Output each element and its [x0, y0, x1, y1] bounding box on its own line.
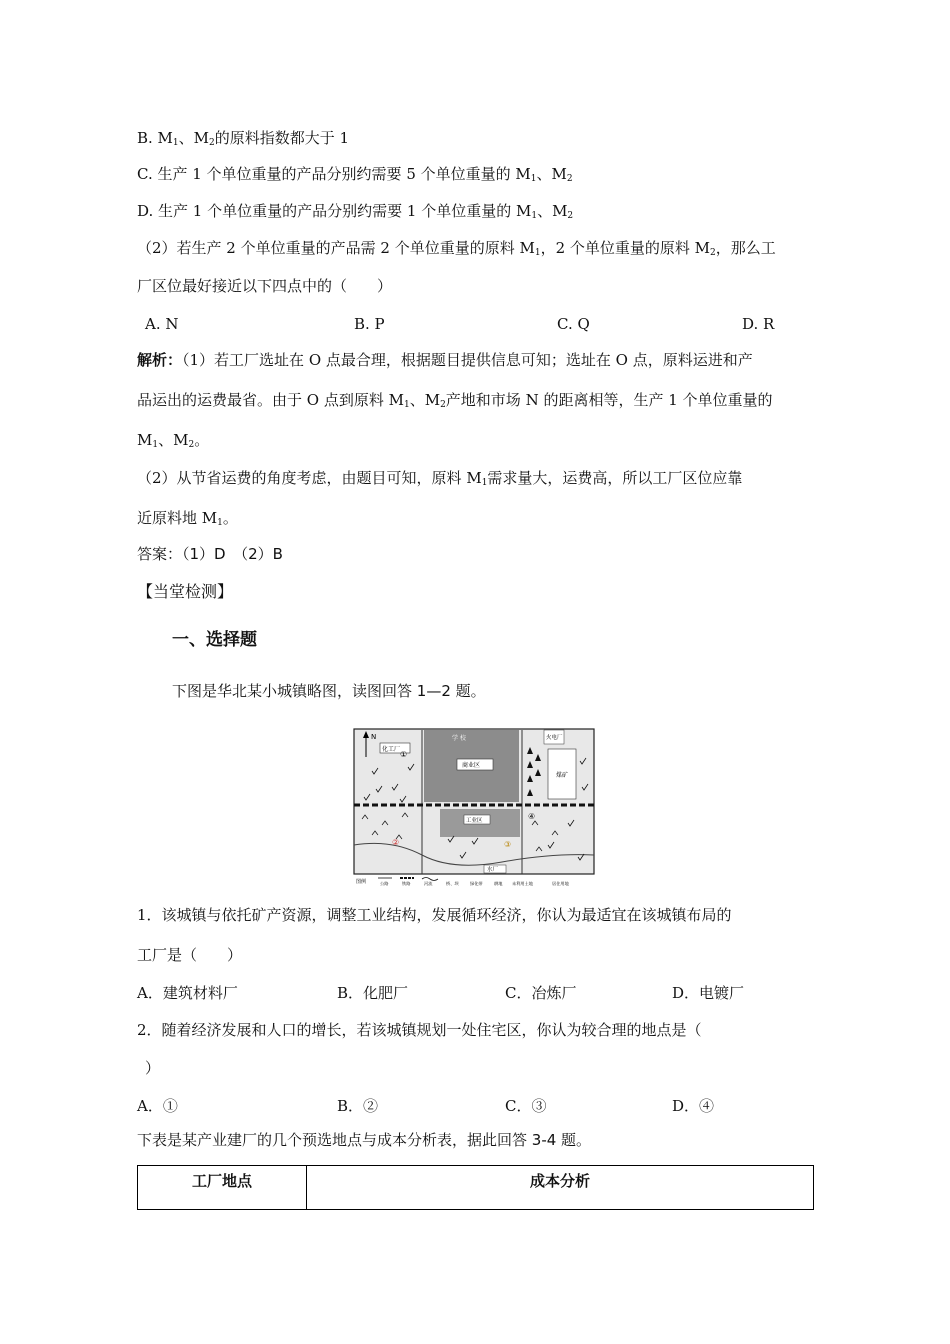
section-subheading: 一、选择题: [172, 630, 257, 650]
q2-option-b: B．②: [337, 1097, 379, 1115]
q1-option-a: A．建筑材料厂: [137, 984, 238, 1002]
map-north-label: N: [371, 733, 377, 741]
example-option-d: D. 生产 1 个单位重量的产品分别约需要 1 个单位重量的 $M_1$、$M_2$: [137, 202, 574, 221]
legend-item-residential: 居住用地: [552, 881, 569, 886]
example-question-2-line-1: （2）若生产 2 个单位重量的产品需 2 个单位重量的原料 $M_1$，2 个单位重量的原料 $M_2$，那么工: [137, 239, 776, 258]
legend-item-road: 公路: [380, 881, 389, 886]
legend-item-railway: 铁路: [402, 881, 411, 886]
analysis-line-1: 解析：（1）若工厂选址在 O 点最合理，根据题目提供信息可知；选址在 O 点，原料运进和产: [137, 351, 753, 369]
legend-item-unused: 未利用土地: [512, 881, 533, 886]
map-industry-label: 工业区: [466, 818, 483, 824]
legend-item-bridge: 桥、坝: [446, 881, 459, 886]
table-header-location: 工厂地点: [138, 1166, 307, 1210]
map-marker-3: ③: [504, 840, 512, 849]
q1-option-b: B．化肥厂: [337, 984, 409, 1002]
legend-item-farmland: 耕地: [494, 881, 503, 886]
map-coal-mine-label: 煤矿: [556, 772, 569, 779]
map-intro: 下图是华北某小城镇略图，读图回答 1—2 题。: [172, 682, 486, 700]
cost-analysis-table: [137, 1165, 814, 1210]
map-commerce-label: 商业区: [462, 762, 481, 769]
map-waterworks-label: 水厂: [487, 867, 499, 873]
example-option-b: B. $M_1$、$M_2$的原料指数都大于 1: [137, 129, 350, 148]
analysis-line-2: 品运出的运费最省。由于 O 点到原料 $M_1$、$M_2$产地和市场 N 的距离相等，生产 1 个单位重量的: [137, 391, 773, 410]
map-legend-title: 图例: [356, 879, 367, 885]
question-1-line-1: 1．该城镇与依托矿产资源，调整工业结构，发展循环经济，你认为最适宜在该城镇布局的: [137, 906, 732, 924]
map-marker-1: ①: [400, 750, 408, 759]
analysis-line-4: （2）从节省运费的角度考虑，由题目可知，原料 $M_1$需求量大，运费高，所以工厂区位应靠: [137, 469, 743, 488]
table-header-row: [138, 1166, 814, 1210]
example-q2-option-b: B. P: [354, 315, 385, 333]
map-chem-factory-label: 化工厂: [382, 746, 401, 753]
town-map-figure: [352, 727, 599, 887]
analysis-line-3: $M_1$、$M_2$。: [137, 431, 210, 450]
example-q2-option-a: A. N: [145, 315, 179, 333]
example-option-c: C. 生产 1 个单位重量的产品分别约需要 5 个单位重量的 $M_1$、$M_2$: [137, 165, 573, 184]
question-2-line-1: 2．随着经济发展和人口的增长，若该城镇规划一处住宅区，你认为较合理的地点是（: [137, 1021, 702, 1039]
legend-item-greenbelt: 绿化带: [470, 881, 483, 886]
example-q2-option-d: D. R: [742, 315, 775, 333]
table-header-cost: 成本分析: [307, 1166, 814, 1210]
legend-item-river: 河流: [424, 881, 433, 886]
answer-line: 答案：（1）D （2）B: [137, 545, 283, 563]
map-power-plant-label: 火电厂: [546, 735, 563, 741]
table-intro: 下表是某产业建厂的几个预选地点与成本分析表，据此回答 3-4 题。: [137, 1131, 592, 1149]
example-q2-option-c: C. Q: [557, 315, 590, 333]
map-school-label: 学 校: [452, 735, 466, 742]
q2-option-c: C．③: [505, 1097, 547, 1115]
section-heading: 【当堂检测】: [137, 582, 234, 601]
map-marker-4: ④: [528, 812, 536, 821]
question-1-line-2: 工厂是（ ）: [137, 946, 243, 964]
question-2-line-2: ）: [145, 1059, 161, 1077]
q2-option-a: A．①: [137, 1097, 178, 1115]
q1-option-d: D．电镀厂: [672, 984, 745, 1002]
example-question-2-line-2: 厂区位最好接近以下四点中的（ ）: [137, 277, 393, 295]
analysis-line-5: 近原料地 $M_1$。: [137, 509, 238, 528]
q2-option-d: D．④: [672, 1097, 715, 1115]
map-marker-2: ②: [392, 838, 400, 847]
q1-option-c: C．冶炼厂: [505, 984, 577, 1002]
